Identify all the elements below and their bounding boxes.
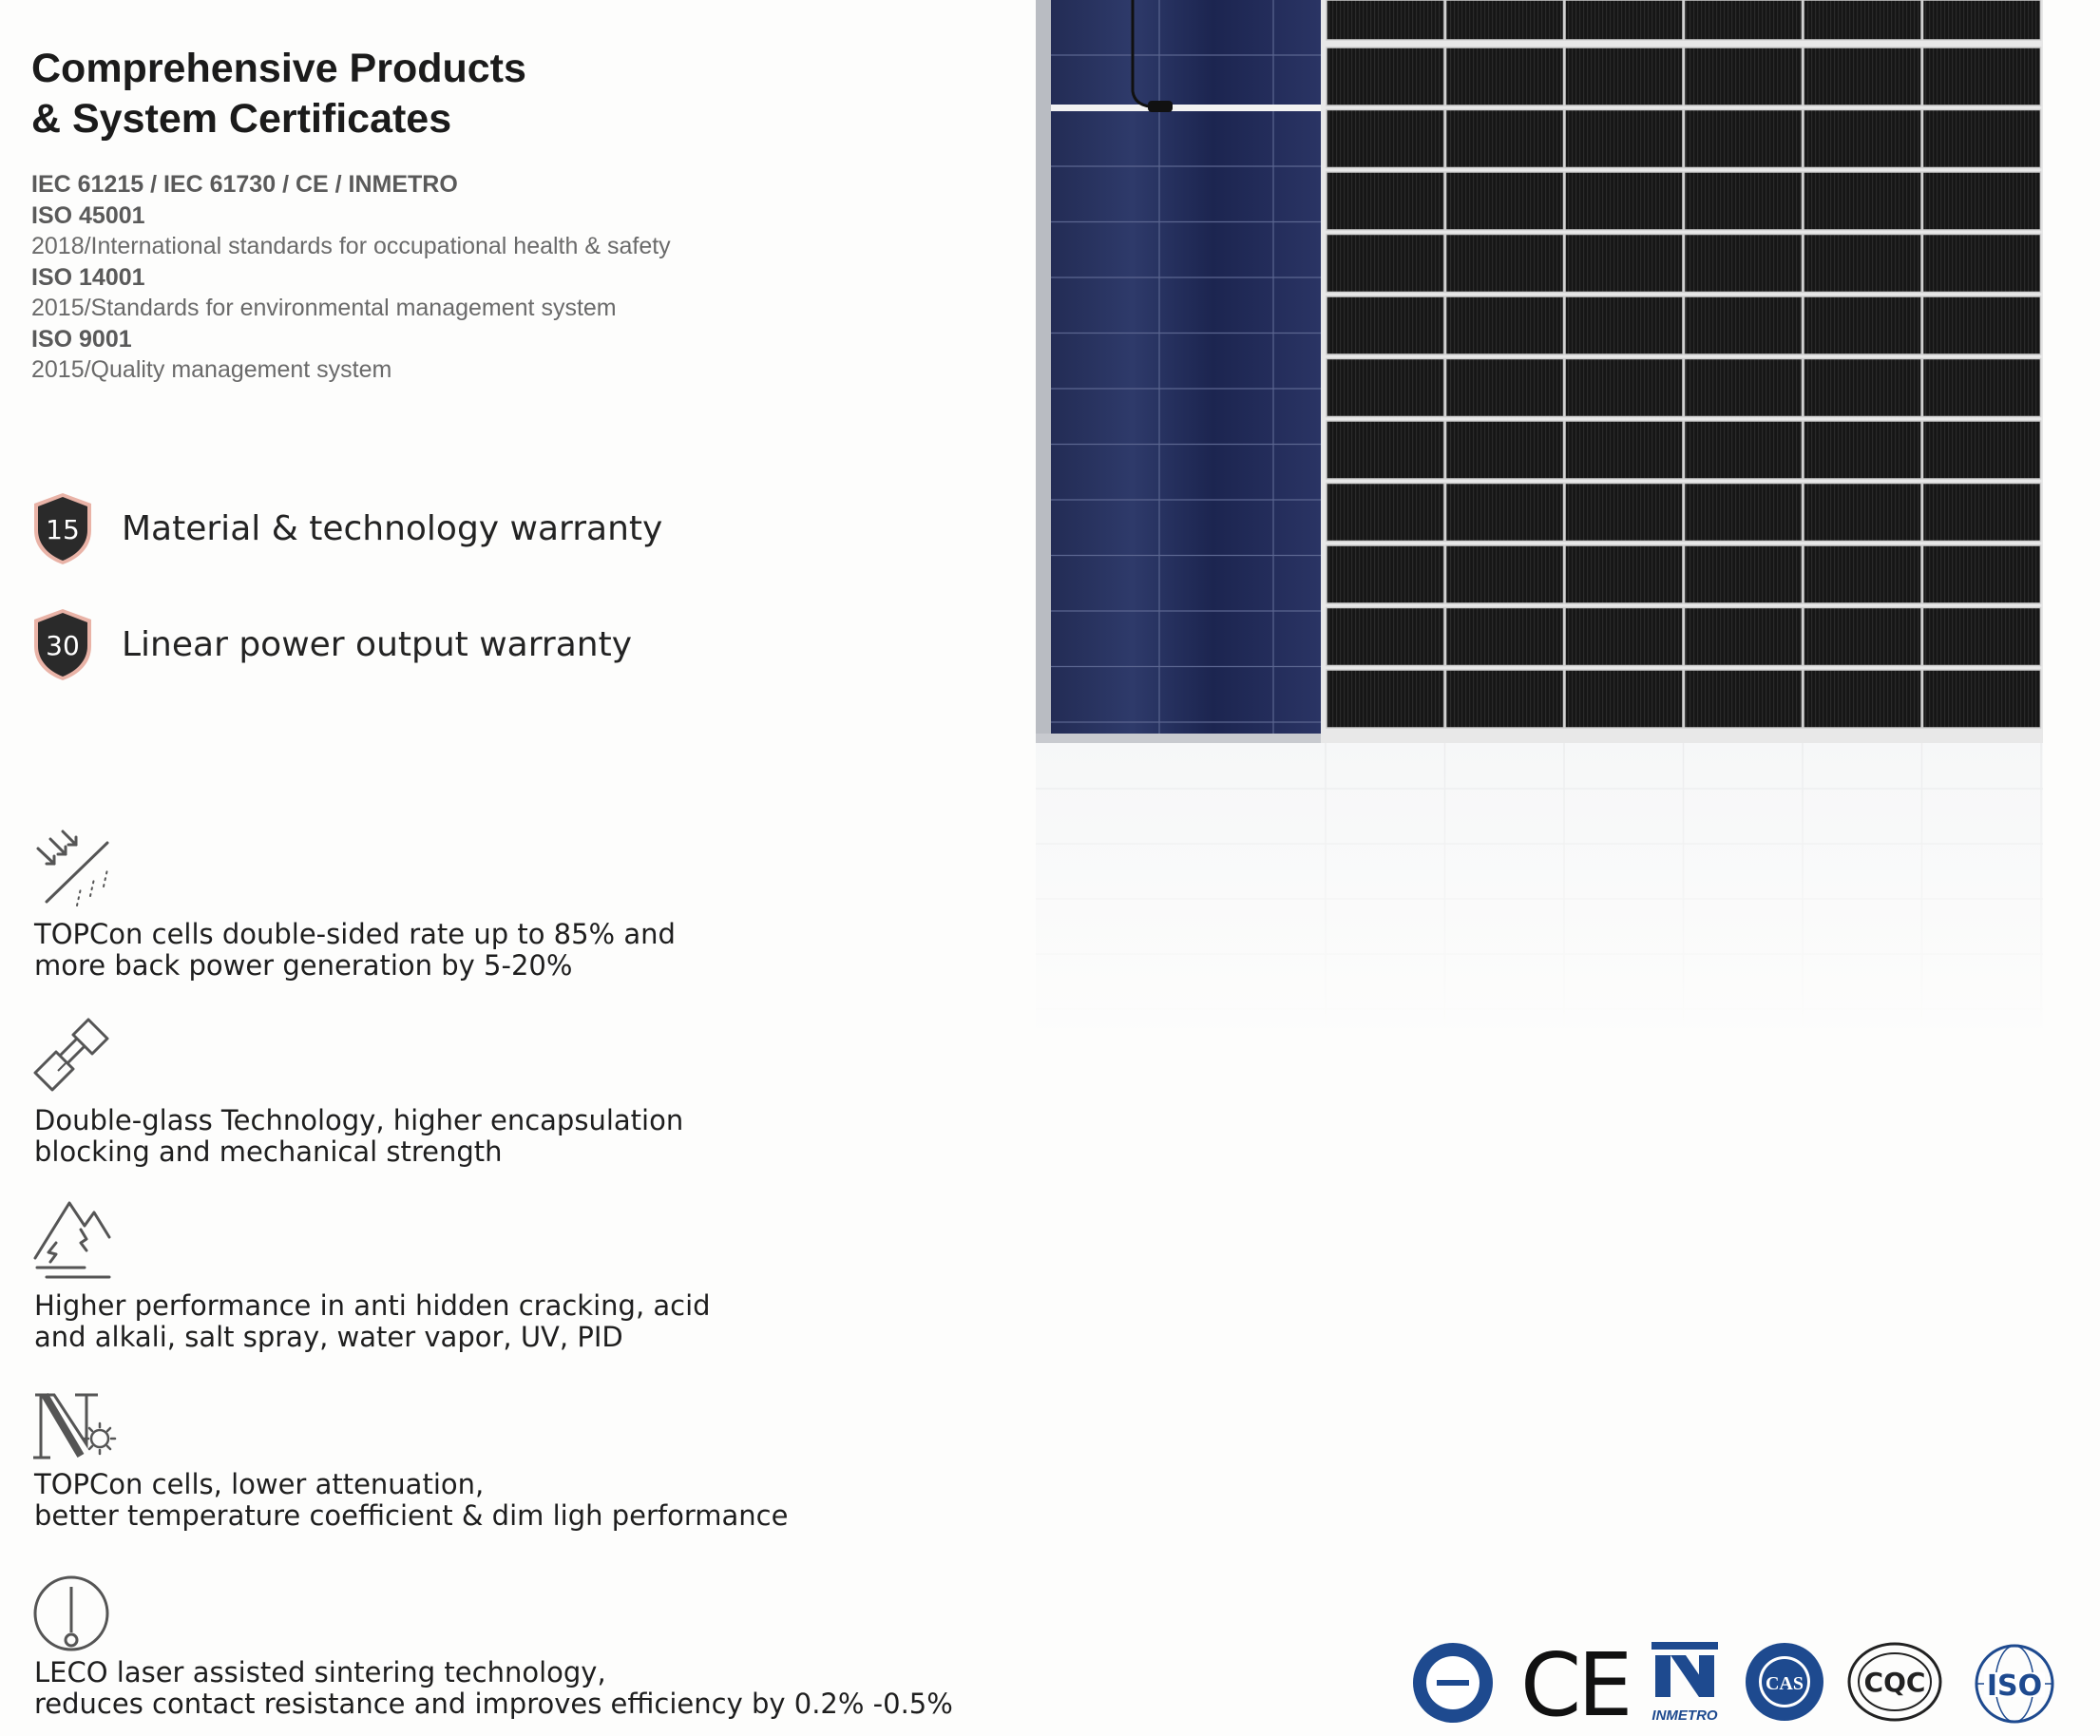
certificate-line: ISO 9001 — [31, 325, 132, 353]
panel-cell — [1685, 484, 1803, 542]
panel-cell — [1565, 670, 1683, 728]
panel-cell — [1565, 0, 1683, 40]
solar-panel-image — [1036, 0, 2100, 1050]
certificate-line: ISO 14001 — [31, 263, 145, 291]
feature-line: Higher performance in anti hidden cracking, acid — [34, 1289, 711, 1322]
mountain-crack-icon — [31, 1199, 113, 1286]
warranty-years: 30 — [46, 630, 80, 661]
panel-cell — [1446, 359, 1564, 417]
panel-cell — [1446, 48, 1564, 105]
panel-cell — [1446, 608, 1564, 666]
certificate-list — [31, 169, 671, 386]
page-title — [31, 44, 526, 144]
panel-cell — [1923, 172, 2041, 230]
panel-cell — [1446, 484, 1564, 542]
panel-cell — [1923, 359, 2041, 417]
panel-cell — [1923, 0, 2041, 40]
panel-cell — [1327, 0, 1444, 40]
panel-cell — [1327, 296, 1444, 354]
feature-text — [34, 1290, 711, 1353]
panel-cell — [1565, 484, 1683, 542]
panel-cell — [1685, 608, 1803, 666]
feature-line: more back power generation by 5-20% — [34, 949, 573, 982]
panel-cell — [1804, 670, 1921, 728]
certificate-line: 2015/Standards for environmental management system — [31, 295, 617, 321]
cqc-text: CQC — [1863, 1667, 1926, 1698]
panel-cell — [1804, 172, 1921, 230]
feature-text — [34, 1105, 683, 1168]
panel-cell — [1446, 235, 1564, 293]
panel-cell — [1923, 608, 2041, 666]
panel-cell — [1685, 48, 1803, 105]
inmetro-label: INMETRO — [1651, 1707, 1718, 1724]
panel-cell — [1327, 110, 1444, 168]
panel-cell — [1804, 0, 1921, 40]
warranty-label: Linear power output warranty — [122, 624, 632, 664]
feature-line: LECO laser assisted sintering technology, — [34, 1656, 606, 1688]
cas-text: CAS — [1765, 1673, 1804, 1694]
panel-cell — [1327, 670, 1444, 728]
panel-cell — [1804, 48, 1921, 105]
warranty-years: 15 — [46, 514, 80, 545]
feature-line: better temperature coefficient & dim ligh performance — [34, 1499, 789, 1532]
double-glass-icon — [31, 1012, 113, 1098]
panel-cell — [1565, 359, 1683, 417]
bifacial-light-icon — [31, 830, 113, 916]
panel-cell — [1804, 545, 1921, 603]
certificate-line: IEC 61215 / IEC 61730 / CE / INMETRO — [31, 171, 458, 198]
feature-line: blocking and mechanical strength — [34, 1135, 503, 1168]
panel-cell — [1327, 421, 1444, 479]
shield-icon — [31, 606, 94, 682]
gauge-icon — [31, 1574, 113, 1660]
feature-line: Double-glass Technology, higher encapsulation — [34, 1104, 684, 1136]
panel-cell — [1327, 359, 1444, 417]
iso-text: ISO — [1986, 1669, 2043, 1703]
panel-cell — [1685, 421, 1803, 479]
panel-cell — [1804, 296, 1921, 354]
panel-cell — [1923, 421, 2041, 479]
panel-cell — [1446, 296, 1564, 354]
feature-line: and alkali, salt spray, water vapor, UV, PID — [34, 1321, 623, 1353]
panel-cell — [1446, 545, 1564, 603]
panel-cell — [1804, 484, 1921, 542]
panel-cell — [1923, 48, 2041, 105]
panel-cell — [1685, 0, 1803, 40]
panel-cell — [1446, 0, 1564, 40]
panel-cell — [1685, 545, 1803, 603]
feature-text — [34, 1657, 953, 1720]
panel-cell — [1804, 235, 1921, 293]
panel-cell — [1327, 608, 1444, 666]
panel-cell — [1923, 670, 2041, 728]
panel-cell — [1565, 545, 1683, 603]
panel-cell — [1685, 172, 1803, 230]
panel-cell — [1685, 670, 1803, 728]
feature-text — [34, 1469, 788, 1532]
panel-cell — [1446, 670, 1564, 728]
panel-cell — [1923, 296, 2041, 354]
panel-cell — [1685, 235, 1803, 293]
panel-cell — [1923, 110, 2041, 168]
warranty-item-material — [31, 490, 662, 566]
feature-line: TOPCon cells, lower attenuation, — [34, 1468, 485, 1500]
panel-cell — [1685, 296, 1803, 354]
panel-cell — [1327, 48, 1444, 105]
panel-cell — [1565, 110, 1683, 168]
panel-cell — [1327, 172, 1444, 230]
shield-icon — [31, 490, 94, 566]
panel-cell — [1923, 484, 2041, 542]
panel-cell — [1804, 359, 1921, 417]
panel-cell — [1923, 235, 2041, 293]
title-line-1: Comprehensive Products — [31, 46, 526, 91]
panel-cell — [1565, 421, 1683, 479]
panel-cell — [1327, 545, 1444, 603]
panel-cell — [1565, 608, 1683, 666]
iso-logo — [1961, 1642, 2068, 1730]
panel-cell — [1446, 110, 1564, 168]
certificate-line: 2015/Quality management system — [31, 356, 392, 383]
panel-cell — [1565, 172, 1683, 230]
panel-cell — [1565, 296, 1683, 354]
panel-cell — [1685, 359, 1803, 417]
panel-cell — [1685, 110, 1803, 168]
title-line-2: & System Certificates — [31, 96, 452, 142]
cas-logo — [1745, 1642, 1824, 1726]
ce-mark-logo: CE — [1520, 1634, 1630, 1736]
panel-cell — [1565, 48, 1683, 105]
warranty-label: Material & technology warranty — [122, 508, 663, 548]
panel-cell — [1446, 421, 1564, 479]
panel-cell — [1804, 608, 1921, 666]
n-type-sun-icon — [31, 1389, 119, 1466]
panel-cell — [1327, 484, 1444, 542]
panel-cell — [1327, 235, 1444, 293]
panel-cell — [1565, 235, 1683, 293]
feature-line: TOPCon cells double-sided rate up to 85% and — [34, 918, 676, 950]
inmetro-logo — [1648, 1642, 1722, 1724]
certificate-line: ISO 45001 — [31, 201, 145, 229]
certificate-line: 2018/International standards for occupational health & safety — [31, 233, 671, 259]
panel-cell — [1446, 172, 1564, 230]
panel-cell — [1804, 110, 1921, 168]
tuv-logo — [1412, 1642, 1494, 1728]
panel-cell — [1923, 545, 2041, 603]
feature-line: reduces contact resistance and improves efficiency by 0.2% -0.5% — [34, 1688, 953, 1720]
panel-cell — [1804, 421, 1921, 479]
feature-text — [34, 919, 676, 982]
cqc-logo — [1847, 1642, 1942, 1726]
warranty-item-power — [31, 606, 632, 682]
